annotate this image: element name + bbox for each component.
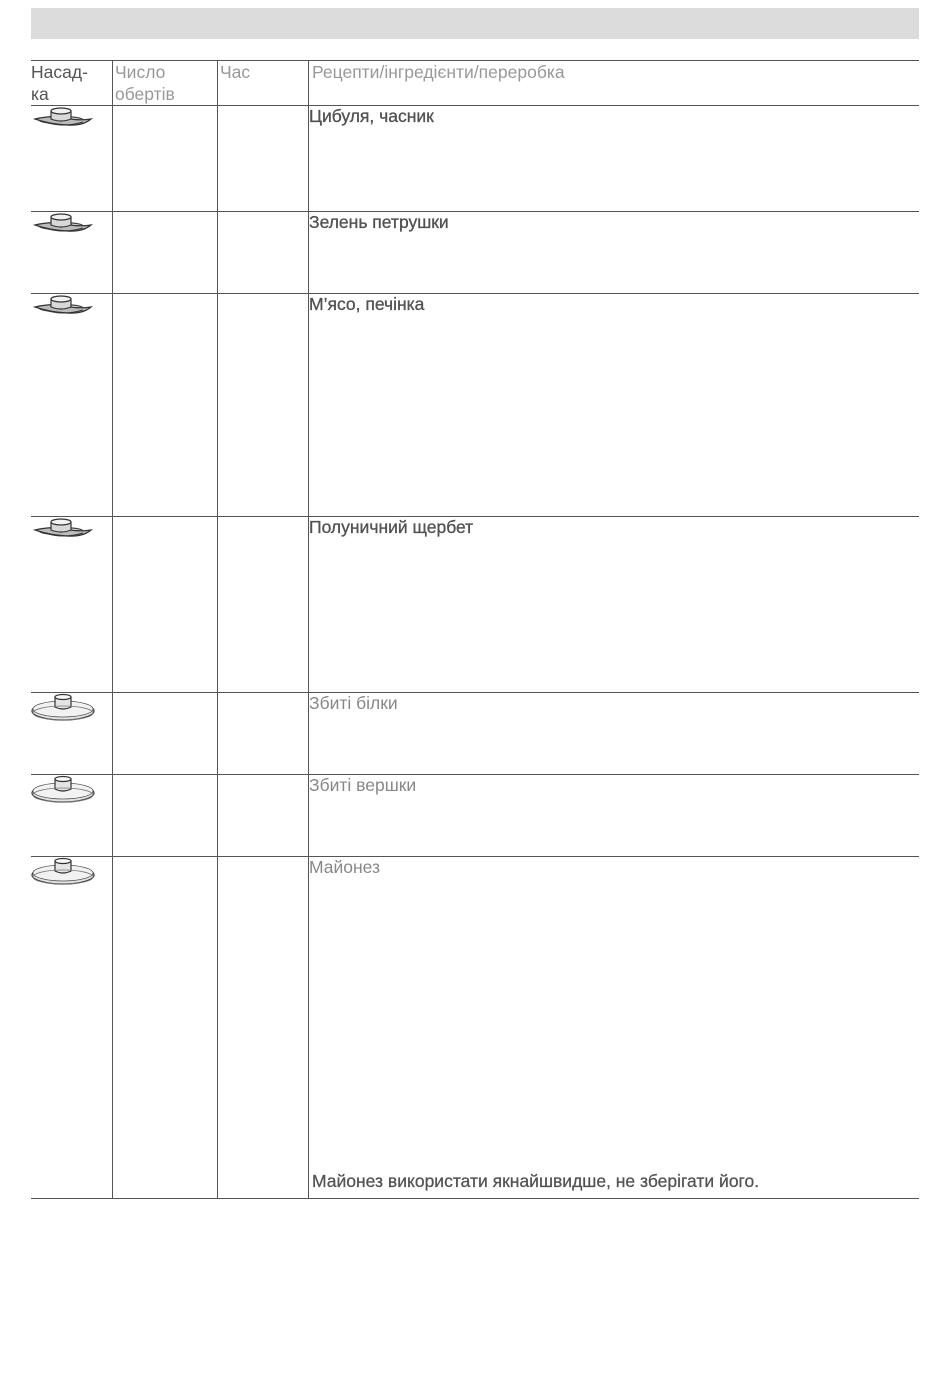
blade-knife-icon xyxy=(31,517,95,543)
recipe-cell: Цибуля, часник xyxy=(309,106,920,212)
recipe-cell xyxy=(309,857,920,1199)
whisk-disc-icon xyxy=(31,857,97,889)
table-row xyxy=(31,106,919,212)
recipe-title: Майонез xyxy=(309,857,381,877)
time-cell xyxy=(218,693,309,775)
recipe-cell: М’ясо, печінка xyxy=(309,294,920,517)
table-row xyxy=(31,212,919,294)
time-cell xyxy=(218,212,309,294)
attachment-cell xyxy=(31,517,113,693)
whisk-disc-icon xyxy=(31,693,97,725)
header-speed xyxy=(113,61,218,106)
attachment-cell xyxy=(31,775,113,857)
speed-cell xyxy=(113,294,218,517)
blade-knife-icon xyxy=(31,212,95,238)
attachment-cell xyxy=(31,294,113,517)
header-time-label: Час xyxy=(220,62,251,82)
speed-cell xyxy=(113,693,218,775)
time-cell xyxy=(218,517,309,693)
attachment-cell xyxy=(31,106,113,212)
time-cell xyxy=(218,857,309,1199)
recipe-cell: Полуничний щербет xyxy=(309,517,920,693)
table-row xyxy=(31,517,919,693)
recipe-note: Майонез використати якнайшвидше, не зберігати його. xyxy=(312,1171,760,1191)
header-recipes-label: Рецепти/інгредієнти/переробка xyxy=(312,62,565,82)
header-speed-label: Число обертів xyxy=(115,62,175,104)
speed-cell xyxy=(113,857,218,1199)
time-cell xyxy=(218,294,309,517)
table-row xyxy=(31,294,919,517)
attachment-cell xyxy=(31,212,113,294)
recipe-cell: Збиті білки xyxy=(309,693,920,775)
table-row xyxy=(31,775,919,857)
table-row xyxy=(31,693,919,775)
recipe-table xyxy=(31,60,919,1199)
speed-cell xyxy=(113,106,218,212)
whisk-disc-icon xyxy=(31,775,97,807)
blade-knife-icon xyxy=(31,106,95,132)
top-gray-bar xyxy=(31,8,919,39)
recipe-cell: Збиті вершки xyxy=(309,775,920,857)
header-attachment xyxy=(31,61,113,106)
table-row xyxy=(31,857,919,1199)
speed-cell xyxy=(113,775,218,857)
header-recipes xyxy=(309,61,920,106)
attachment-cell xyxy=(31,857,113,1199)
header-time xyxy=(218,61,309,106)
recipe-cell: Зелень петрушки xyxy=(309,212,920,294)
time-cell xyxy=(218,106,309,212)
speed-cell xyxy=(113,212,218,294)
time-cell xyxy=(218,775,309,857)
speed-cell xyxy=(113,517,218,693)
blade-knife-icon xyxy=(31,294,95,320)
header-attachment-label: Насад- ка xyxy=(31,62,88,104)
attachment-cell xyxy=(31,693,113,775)
